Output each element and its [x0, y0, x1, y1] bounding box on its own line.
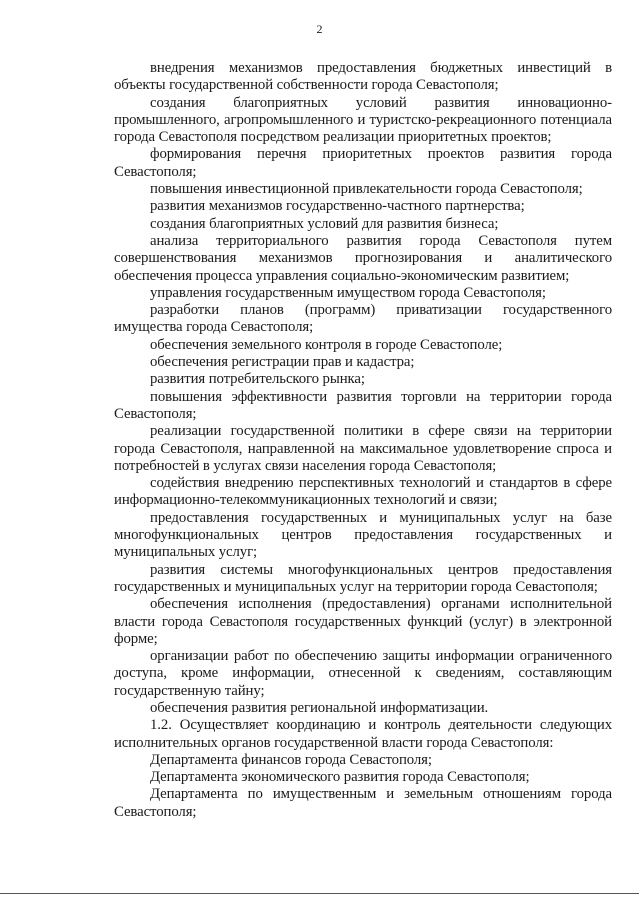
paragraph: обеспечения исполнения (предоставления) органами исполнительной власти города Севастополя государственных функций (услуг) в электронной форме; — [114, 596, 612, 647]
paragraph: обеспечения развития региональной информатизации. — [150, 699, 489, 716]
paragraph: развития системы многофункциональных центров предоставления государственных и муниципальных услуг на территории города Севастополя; — [114, 561, 612, 595]
paragraph: анализа территориального развития города Севастополя путем совершенствования механизмов прогнозирования и аналитического обеспечения процесса управления социально-экономическим развитием; — [114, 232, 612, 284]
paragraph: обеспечения регистрации прав и кадастра; — [150, 354, 415, 371]
paragraph: внедрения механизмов предоставления бюджетных инвестиций в объекты государственной собственности города Севастополя; — [114, 60, 612, 94]
paragraph: организации работ по обеспечению защиты информации ограниченного доступа, кроме информации, отнесенной к сведениям, составляющим государственную тайну; — [114, 648, 612, 699]
paragraph: предоставления государственных и муниципальных услуг на базе многофункциональных центров предоставления государственных и муниципальных услуг; — [114, 509, 612, 561]
paragraph: развития механизмов государственно-частного партнерства; — [150, 198, 525, 215]
paragraph: развития потребительского рынка; — [150, 371, 365, 388]
paragraph: Департамента финансов города Севастополя; — [150, 751, 432, 768]
paragraph: повышения эффективности развития торговли на территории города Севастополя; — [114, 388, 612, 422]
bottom-rule — [0, 893, 639, 894]
paragraph: обеспечения земельного контроля в городе Севастополе; — [150, 336, 503, 353]
paragraph: управления государственным имуществом города Севастополя; — [150, 284, 546, 301]
paragraph: Департамента экономического развития города Севастополя; — [150, 769, 530, 786]
paragraph: содействия внедрению перспективных технологий и стандартов в сфере информационно-телекоммуникационных технологий и связи; — [114, 475, 612, 509]
paragraph: формирования перечня приоритетных проектов развития города Севастополя; — [114, 146, 612, 180]
paragraph: реализации государственной политики в сфере связи на территории города Севастополя, направленной на максимальное удовлетворение спроса и потребностей в услугах связи населения города Севастополя; — [114, 423, 612, 474]
paragraph: повышения инвестиционной привлекательности города Севастополя; — [150, 181, 583, 198]
document-body — [114, 60, 612, 821]
section-paragraph: 1.2. Осуществляет координацию и контроль деятельности следующих исполнительных органов государственной власти города Севастополя: — [114, 717, 612, 751]
paragraph: создания благоприятных условий развития инновационно-промышленного, агропромышленного и туристско-рекреационного потенциала города Севастополя посредством реализации приоритетных проектов; — [114, 94, 612, 146]
page-number: 2 — [316, 22, 323, 36]
paragraph: Департамента по имущественным и земельным отношениям города Севастополя; — [114, 786, 612, 820]
paragraph: разработки планов (программ) приватизации государственного имущества города Севастополя; — [114, 302, 612, 336]
paragraph: создания благоприятных условий для развития бизнеса; — [150, 215, 499, 232]
